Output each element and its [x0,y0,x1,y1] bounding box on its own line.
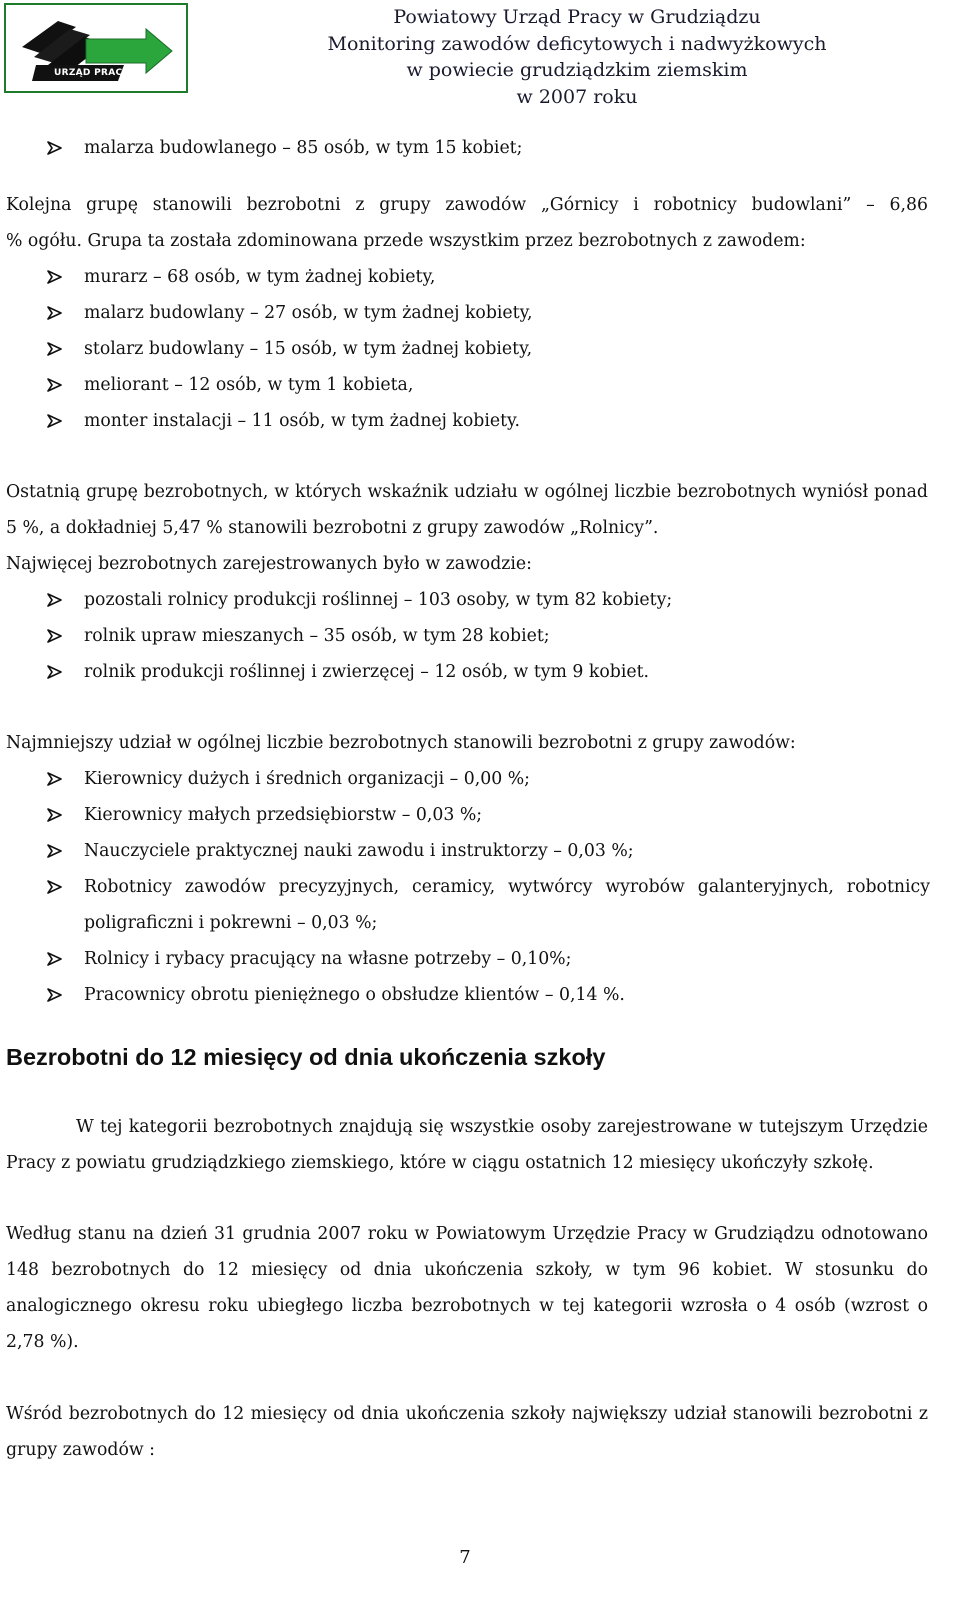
list-item: malarz budowlany – 27 osób, w tym żadnej kobiety, [0,295,930,331]
paragraph-rolnicy-intro: Najwięcej bezrobotnych zarejestrowanych było w zawodzie: [6,554,532,574]
page-number: 7 [459,1547,471,1568]
list-item: Kierownicy dużych i średnich organizacji – 0,00 %; [0,761,930,797]
gornicy-bullet-list [0,259,930,439]
list-item: malarza budowlanego – 85 osób, w tym 15 kobiet; [0,130,930,166]
list-item: meliorant – 12 osób, w tym 1 kobieta, [0,367,930,403]
arrow-bullet-icon [47,130,65,166]
top-bullet-list [0,130,930,166]
header-line-2: Monitoring zawodów deficytowych i nadwyżkowych [327,32,827,55]
list-item: rolnik produkcji roślinnej i zwierzęcej – 12 osób, w tym 9 kobiet. [0,654,930,690]
arrow-bullet-icon [47,869,65,905]
paragraph-kategoria: W tej kategorii bezrobotnych znajdują się wszystkie osoby zarejestrowane w tutejszym Urzędzie Pracy z powiatu grudziądzkiego ziemskiego, które w ciągu ostatnich 12 miesięcy ukończyły szkołę. [6,1117,928,1173]
document-header [200,4,954,110]
list-item: Pracownicy obrotu pieniężnego o obsłudze klientów – 0,14 %. [0,977,930,1013]
header-line-3: w powiecie grudziądzkim ziemskim [406,59,748,81]
section-heading: Bezrobotni do 12 miesięcy od dnia ukończenia szkoły [6,1044,606,1070]
list-item: pozostali rolnicy produkcji roślinnej – 103 osoby, w tym 82 kobiety; [0,582,930,618]
urzad-pracy-logo [4,3,188,93]
list-item: Kierownicy małych przedsiębiorstw – 0,03 %; [0,797,930,833]
header-line-4: w 2007 roku [516,85,638,108]
list-item: Nauczyciele praktycznej nauki zawodu i instruktorzy – 0,03 %; [0,833,930,869]
arrow-bullet-icon [47,654,65,690]
arrow-bullet-icon [47,295,65,331]
rolnicy-bullet-list [0,582,930,690]
arrow-bullet-icon [47,582,65,618]
paragraph-gornicy-line1: Kolejna grupę stanowili bezrobotni z grupy zawodów „Górnicy i robotnicy budowlani” – 6,86 [6,195,928,215]
arrow-bullet-icon [47,259,65,295]
header-line-1: Powiatowy Urząd Pracy w Grudziądzu [393,6,761,28]
paragraph-najmniejszy-udzial: Najmniejszy udział w ogólnej liczbie bezrobotnych stanowili bezrobotni z grupy zawodów: [6,733,796,753]
paragraph-gornicy-line2: % ogółu. Grupa ta została zdominowana przede wszystkim przez bezrobotnych z zawodem: [6,231,806,251]
list-item: Robotnicy zawodów precyzyjnych, ceramicy, wytwórcy wyrobów galanteryjnych, robotnicy poligraficzni i pokrewni – 0,03 %; [0,869,930,941]
arrow-bullet-icon [47,797,65,833]
arrow-bullet-icon [47,403,65,439]
arrow-bullet-icon [47,761,65,797]
paragraph-najwiekszy-udzial: Wśród bezrobotnych do 12 miesięcy od dnia ukończenia szkoły największy udział stanowili bezrobotni z grupy zawodów : [6,1404,928,1460]
list-item: rolnik upraw mieszanych – 35 osób, w tym 28 kobiet; [0,618,930,654]
arrow-bullet-icon [47,331,65,367]
list-item: monter instalacji – 11 osób, w tym żadnej kobiety. [0,403,930,439]
arrow-bullet-icon [47,941,65,977]
arrow-bullet-icon [47,833,65,869]
list-item: murarz – 68 osób, w tym żadnej kobiety, [0,259,930,295]
paragraph-stan-na-dzien: Według stanu na dzień 31 grudnia 2007 roku w Powiatowym Urzędzie Pracy w Grudziądzu odnotowano 148 bezrobotnych do 12 miesięcy od dnia ukończenia szkoły, w tym 96 kobiet. W stosunku do analogicznego okresu roku ubiegłego liczba bezrobotnych w tej kategorii wzrosła o 4 osób (wzrost o 2,78 %). [6,1224,928,1352]
najmniejszy-bullet-list [0,761,930,1013]
paragraph-rolnicy: Ostatnią grupę bezrobotnych, w których wskaźnik udziału w ogólnej liczbie bezrobotnych wyniósł ponad 5 %, a dokładniej 5,47 % stanowili bezrobotni z grupy zawodów „Rolnicy”. [6,482,928,538]
arrow-bullet-icon [47,367,65,403]
arrow-bullet-icon [47,977,65,1013]
arrow-bullet-icon [47,618,65,654]
logo-caption: URZĄD PRACY [54,68,130,78]
list-item: Rolnicy i rybacy pracujący na własne potrzeby – 0,10%; [0,941,930,977]
list-item: stolarz budowlany – 15 osób, w tym żadnej kobiety, [0,331,930,367]
